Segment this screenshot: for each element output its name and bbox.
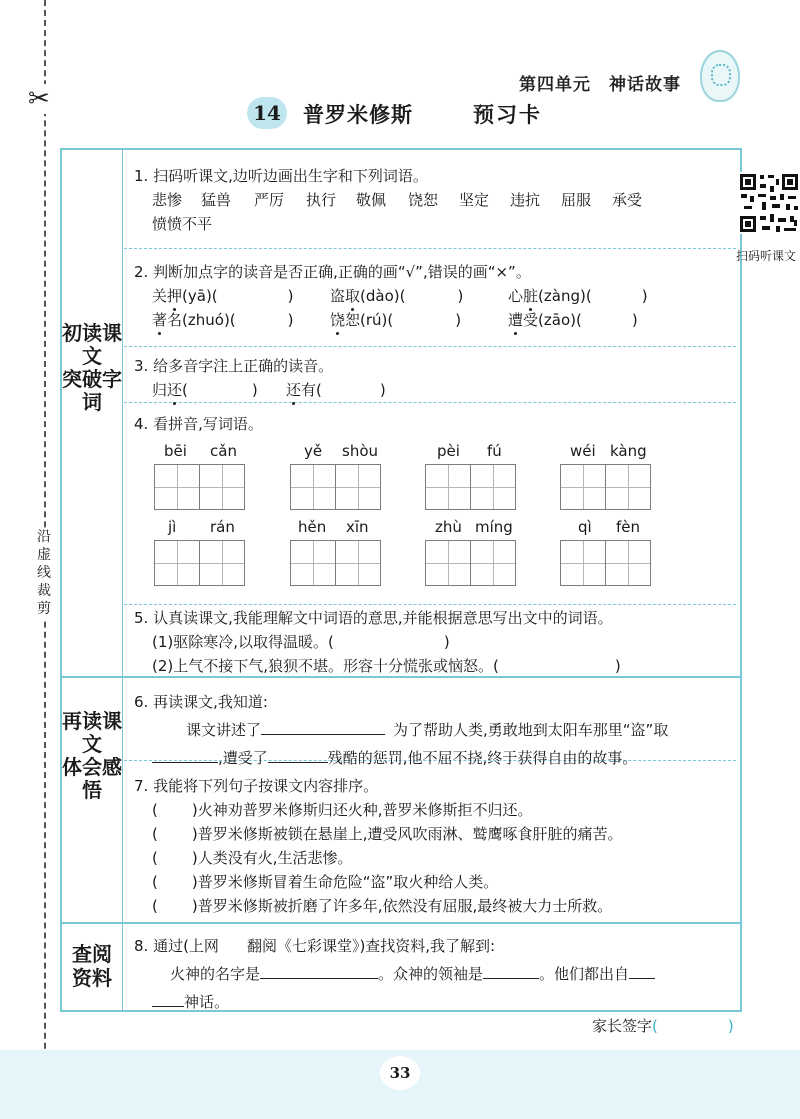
writing-box[interactable] xyxy=(199,464,245,510)
writing-box[interactable] xyxy=(425,464,471,510)
page-number: 33 xyxy=(380,1056,420,1090)
parent-signature: 家长签字( ) xyxy=(592,1017,734,1035)
writing-box[interactable] xyxy=(154,464,200,510)
q3-row: 归还( ) 还有( ) xyxy=(134,378,730,402)
q4-stem: 4. 看拼音,写词语。 xyxy=(134,415,263,433)
q3-stem: 3. 给多音字注上正确的读音。 xyxy=(134,357,334,375)
word: 愤愤不平 xyxy=(152,215,213,233)
q1-stem: 1. 扫码听课文,边听边画出生字和下列词语。 xyxy=(134,167,428,185)
q5-item-2: (2)上气不接下气,狼狈不堪。形容十分慌张或恼怒。( ) xyxy=(152,657,621,675)
q7-item: ( )火神劝普罗米修斯归还火种,普罗米修斯拒不归还。 xyxy=(152,801,533,819)
word: 饶恕 xyxy=(408,191,439,209)
q7-stem: 7. 我能将下列句子按课文内容排序。 xyxy=(134,777,379,795)
cut-instruction: 沿虚线裁剪 xyxy=(34,528,54,618)
word: 敬佩 xyxy=(356,191,387,209)
q5-item-1: (1)驱除寒冷,以取得温暖。( ) xyxy=(152,633,450,651)
column-divider xyxy=(122,150,123,1010)
q6-line-1: 课文讲述了 为了帮助人类,勇敢地到太阳车那里“盗”取 xyxy=(134,716,730,744)
word: 执行 xyxy=(306,191,337,209)
writing-box[interactable] xyxy=(199,540,245,586)
word: 承受 xyxy=(612,191,643,209)
q8-line-2: 神话。 xyxy=(134,988,730,1016)
q8-line-1: 火神的名字是 。众神的领袖是 。他们都出自 xyxy=(134,960,730,988)
q7-item: ( )人类没有火,生活悲惨。 xyxy=(152,849,353,867)
q1-words-row1 xyxy=(134,188,730,212)
question-2 xyxy=(134,260,730,332)
card-title: 预习卡 xyxy=(473,103,542,127)
answer-blank[interactable] xyxy=(268,746,328,763)
writing-box[interactable] xyxy=(470,540,516,586)
egg-decoration-icon xyxy=(700,50,740,102)
lesson-title: 普罗米修斯 xyxy=(303,103,413,127)
answer-blank[interactable] xyxy=(483,962,539,979)
writing-box[interactable] xyxy=(425,540,471,586)
writing-box[interactable] xyxy=(470,464,516,510)
question-4 xyxy=(134,412,730,436)
question-6 xyxy=(134,688,730,772)
q6-line-2: ,遭受了 残酷的惩罚,他不屈不挠,终于获得自由的故事。 xyxy=(134,744,730,772)
question-5 xyxy=(134,606,730,678)
answer-blank[interactable] xyxy=(629,962,655,979)
word: 严厉 xyxy=(254,191,285,209)
writing-box[interactable] xyxy=(154,540,200,586)
section-label-first-reading: 初读课文 突破字词 xyxy=(62,321,122,414)
answer-blank[interactable] xyxy=(260,962,378,979)
answer-blank[interactable] xyxy=(152,746,218,763)
lesson-number-badge: 14 xyxy=(247,97,287,129)
word: 猛兽 xyxy=(201,191,232,209)
section-label-research: 查阅 资料 xyxy=(72,942,112,990)
qr-caption: 扫码听课文 xyxy=(736,249,797,263)
q5-stem: 5. 认真读课文,我能理解文中词语的意思,并能根据意思写出文中的词语。 xyxy=(134,609,613,627)
unit-header xyxy=(519,70,681,95)
question-7 xyxy=(134,774,730,918)
word: 屈服 xyxy=(561,191,592,209)
worksheet-frame: 初读课文 突破字词 再读课文 体会感悟 查阅 资料 1. 扫码听课文,边听边画出生字和下列词语。 悲惨 猛兽 严厉 执行 敬佩 饶恕 坚定 违抗 屈服 承受 愤愤不平 扫码听课文 2. 判断加点字的读音是否正确,正确的画“√”,错误的画“×”。 关押(yā)( ) 盗取(dào)( ) 心脏(zàng)( ) 著名(zhuó)( ) 饶恕(rú)( ) 遭受(zāo)( ) 3. 给多音字注上正确的读音。 归还( ) 还有( ) 4. 看拼音,写词语。 bēi cǎn yě shòu pèi fú wéi kàng jì rán hěn xīn zhù míng qì fèn 5. 认真读课文,我能理解文中词语的意思,并能根据意思写出文中的词语。 (1)驱除寒冷,以取得温暖。( ) (2)上气不接下气,狼狈不堪。形容十分慌张或恼怒。( ) 6. 再读课文,我知道: 课文讲述了 为了帮助人类,勇敢地到太阳车那里“盗”取 ,遭受了 残酷的惩罚,他不屈不挠,终于获得自由的故事。 7. 我能将下列句子按课文内容排序。 ( )火神劝普罗米修斯归还火种,普罗米修斯拒不归还。 ( )普罗米修斯被锁在悬崖上,遭受风吹雨淋、鹫鹰啄食肝脏的痛苦。 ( )人类没有火,生活悲惨。 ( )普罗米修斯冒着生命危险“盗”取火种给人类。 ( )普罗米修斯被折磨了许多年,依然没有屈服,最终被大力士所救。 8. 通过(上网 翻阅《七彩课堂》)查找资料,我了解到: 火神的名字是 。众神的领袖是 。他们都出自 神话。 xyxy=(60,148,742,1012)
section-label-second-reading: 再读课文 体会感悟 xyxy=(62,709,122,802)
signature-label: 家长签字 xyxy=(592,1017,653,1035)
answer-blank[interactable] xyxy=(261,718,385,735)
question-8 xyxy=(134,932,730,1016)
q2-row1: 关押(yā)( ) 盗取(dào)( ) 心脏(zàng)( ) xyxy=(134,284,730,308)
scissors-icon: ✂ xyxy=(28,84,50,114)
writing-box[interactable] xyxy=(335,540,381,586)
writing-box[interactable] xyxy=(335,464,381,510)
unit-label: 第四单元 xyxy=(519,75,591,95)
qr-code-icon[interactable] xyxy=(738,172,800,234)
question-1 xyxy=(134,164,797,263)
writing-box[interactable] xyxy=(560,464,606,510)
writing-box[interactable] xyxy=(290,464,336,510)
unit-topic: 神话故事 xyxy=(609,75,681,95)
q2-row2: 著名(zhuó)( ) 饶恕(rú)( ) 遭受(zāo)( ) xyxy=(134,308,730,332)
answer-blank[interactable] xyxy=(152,990,184,1007)
word: 违抗 xyxy=(510,191,541,209)
writing-box[interactable] xyxy=(605,540,651,586)
q7-item: ( )普罗米修斯被折磨了许多年,依然没有屈服,最终被大力士所救。 xyxy=(152,897,613,915)
writing-box[interactable] xyxy=(290,540,336,586)
word: 悲惨 xyxy=(152,191,183,209)
question-3 xyxy=(134,354,730,402)
writing-box[interactable] xyxy=(605,464,651,510)
word: 坚定 xyxy=(459,191,490,209)
writing-box[interactable] xyxy=(560,540,606,586)
q2-stem: 2. 判断加点字的读音是否正确,正确的画“√”,错误的画“×”。 xyxy=(134,263,531,281)
q1-words-row2 xyxy=(134,212,730,236)
q7-item: ( )普罗米修斯冒着生命危险“盗”取火种给人类。 xyxy=(152,873,499,891)
q6-stem: 6. 再读课文,我知道: xyxy=(134,693,268,711)
q7-item: ( )普罗米修斯被锁在悬崖上,遭受风吹雨淋、鹫鹰啄食肝脏的痛苦。 xyxy=(152,825,623,843)
q8-stem: 8. 通过(上网 翻阅《七彩课堂》)查找资料,我了解到: xyxy=(134,937,496,955)
